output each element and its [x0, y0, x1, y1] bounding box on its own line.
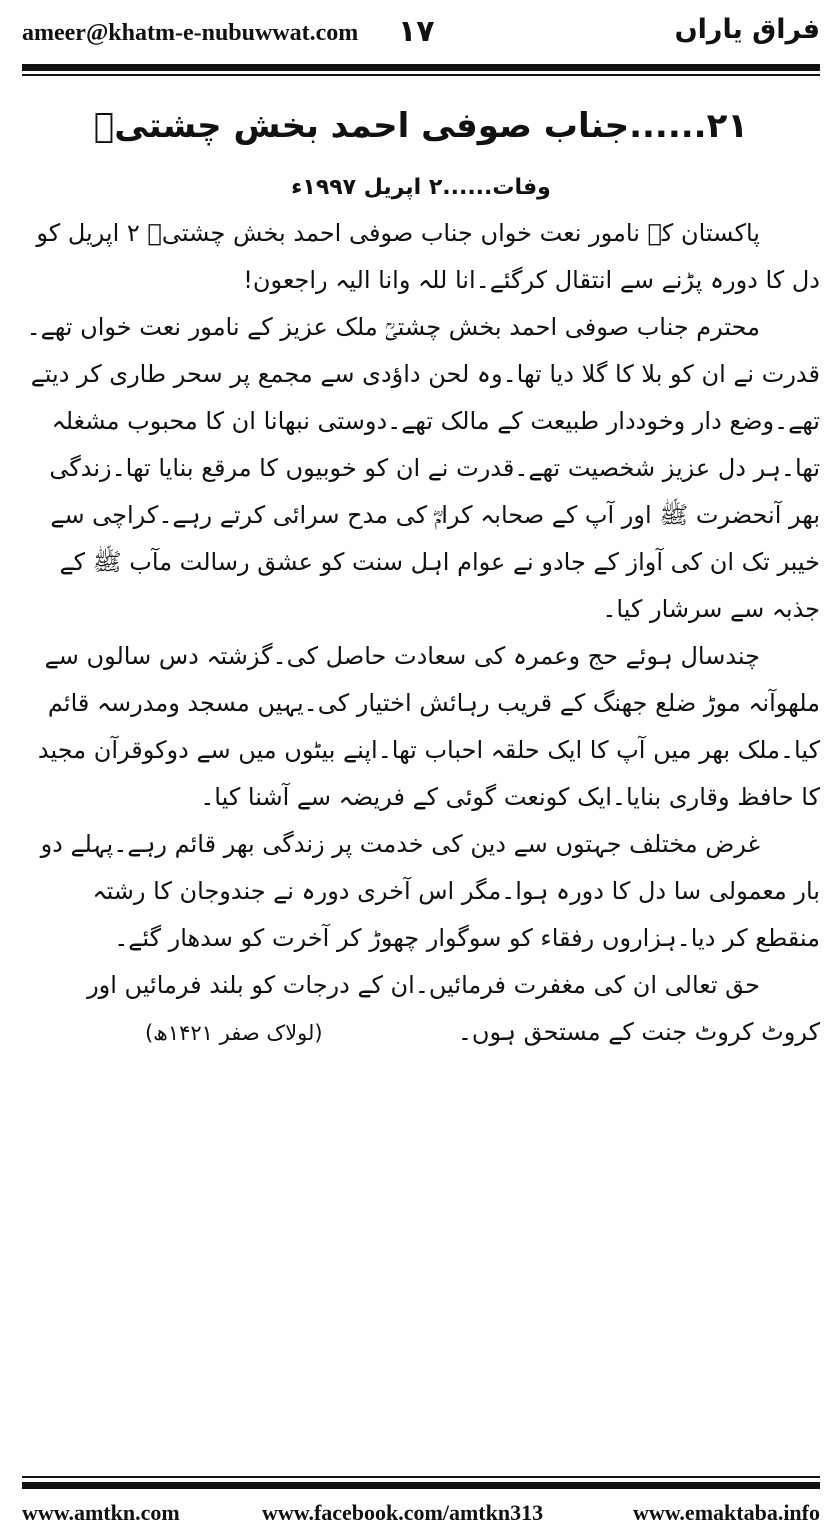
footer-rule-thick	[22, 1482, 820, 1489]
paragraph-2	[22, 304, 820, 633]
paragraph-text: غرض مختلف جہتوں سے دین کی خدمت پر زندگی بھر قائم رہے۔پہلے دو بار معمولی سا دل کا دورہ ہوا۔مگر اس آخری دورہ نے جندوجان کا رشتہ منقطع کر دیا۔ہزاروں رفقاء کو سوگوار چھوڑ کر آخرت کو سدھار گئے۔	[40, 830, 820, 952]
header-email[interactable]: ameer@khatm-e-nubuwwat.com	[22, 20, 359, 46]
source-reference: (لولاک صفر ۱۴۲۱ھ)	[144, 1021, 323, 1045]
footer-link-emaktaba[interactable]: www.emaktaba.info	[632, 1500, 820, 1525]
page-header	[0, 0, 840, 72]
book-title: فراق یاراں	[674, 14, 820, 45]
death-date: وفات......۲ اپریل ۱۹۹۷ء	[291, 175, 551, 200]
paragraph-5	[22, 962, 820, 1057]
footer-link-facebook[interactable]: www.facebook.com/amtkn313	[262, 1500, 544, 1525]
footer-link-amtkn[interactable]: www.amtkn.com	[22, 1500, 180, 1525]
page-footer	[22, 1500, 820, 1536]
paragraph-4	[22, 821, 820, 962]
article-title: ۲۱......جناب صوفی احمد بخش چشتیؒ	[93, 106, 749, 146]
header-rule-thick	[22, 64, 820, 71]
header-rule-thin	[22, 74, 820, 76]
paragraph-1	[22, 210, 820, 304]
closing-text: حق تعالی ان کی مغفرت فرمائیں۔ان کے درجات کو بلند فرمائیں اور کروٹ کروٹ جنت کے مستحق ہوں۔	[87, 971, 820, 1046]
page-number: ۱۷	[398, 14, 435, 49]
footer-rule-thin	[22, 1476, 820, 1478]
paragraph-3	[22, 633, 820, 821]
article-body	[22, 96, 820, 1057]
paragraph-text: چندسال ہوئے حج وعمرہ کی سعادت حاصل کی۔گزشتہ دس سالوں سے ملھوآنہ موڑ ضلع جھنگ کے قریب رہائش اختیار کی۔یہیں مسجد ومدرسہ قائم کیا۔ملک بھر میں آپ کا ایک حلقہ احباب تھا۔اپنے بیٹوں میں سے دوکوقرآن مجید کا حافظ وقاری بنایا۔ایک کونعت گوئی کے فریضہ سے آشنا کیا۔	[37, 642, 820, 811]
paragraph-text: محترم جناب صوفی احمد بخش چشتیؒ ملک عزیز کے نامور نعت خواں تھے۔قدرت نے ان کو بلا کا گلا دیا تھا۔وہ لحن داؤدی سے مجمع پر سحر طاری کر دیتے تھے۔وضع دار وخوددار طبیعت کے مالک تھے۔دوستی نبھانا ان کا محبوب مشغلہ تھا۔ہر دل عزیز شخصیت تھے۔قدرت نے ان کو خوبیوں کا مرقع بنایا تھا۔زندگی بھر آنحضرت ﷺ اور آپ کے صحابہ کرامؓ کی مدح سرائی کرتے رہے۔کراچی سے خیبر تک ان کی آواز کے جادو نے عوام اہل سنت کو عشق رسالت مآب ﷺ کے جذبہ سے سرشار کیا۔	[26, 313, 820, 623]
paragraph-text: پاکستان کے نامور نعت خواں جناب صوفی احمد بخش چشتیؒ ۲ اپریل کو دل کا دورہ پڑنے سے انتقال کرگئے۔انا للہ وانا الیہ راجعون!	[36, 219, 820, 294]
closing-prayer	[22, 962, 820, 1057]
